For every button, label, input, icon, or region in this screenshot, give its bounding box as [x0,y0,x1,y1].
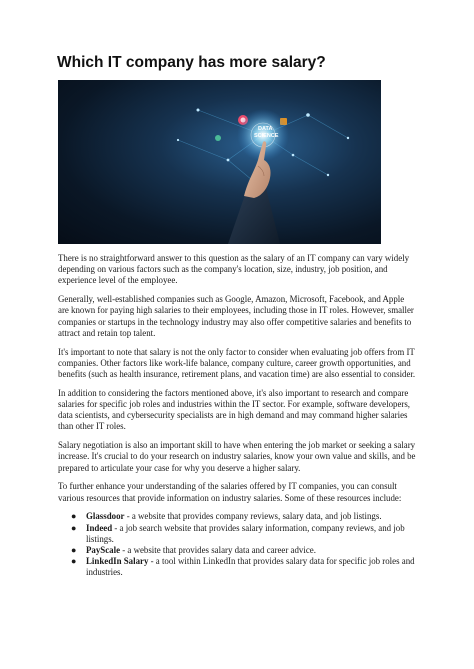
hero-label-line2: SCIENCE [254,133,279,139]
list-item [58,545,416,556]
paragraph: There is no straightforward answer to this question as the salary of an IT company can vary widely depending on various factors such as the company's location, size, industry, job position, and experience level of the employee. [58,253,410,286]
resource-list [58,511,416,578]
bullet-icon: ● [71,545,77,556]
hero-label-line1: DATA [258,126,273,132]
list-item [58,556,416,578]
resource-desc: - a website that provides salary data and career advice. [120,545,316,556]
resource-name: LinkedIn Salary [86,556,149,567]
paragraph: It's important to note that salary is not the only factor to consider when evaluating job offers from IT companies. Other factors like work-life balance, company culture, career growth opportunities, and benefits (such as health insurance, retirement plans, and vacation time) are also essential to consider. [58,346,416,380]
page-title: Which IT company has more salary? [57,54,326,71]
list-item [58,523,416,545]
resource-desc: - a job search website that provides salary information, company reviews, and job listings. [86,522,405,544]
resource-name: Indeed [86,522,113,533]
paragraph: In addition to considering the factors mentioned above, it's also important to research and compare salaries for specific job roles and industries within the IT sector. For example, software developers, data scientists, and cybersecurity specialists are in high demand and may command higher salaries than other IT roles. [58,387,411,432]
article-body [58,253,416,579]
paragraph: Generally, well-established companies such as Google, Amazon, Microsoft, Facebook, and Apple are known for paying high salaries to their employees, including those in IT roles. However, smaller companies or startups in the technology industry may also offer competitive salaries and benefits to attract and retain top talent. [58,294,414,338]
resource-desc: - a tool within LinkedIn that provides salary data for specific job roles and industries. [86,556,415,578]
list-item [58,511,416,522]
resource-desc: - a website that provides company reviews, salary data, and job listings. [124,511,382,522]
paragraph: To further enhance your understanding of the salaries offered by IT companies, you can consult various resources that provide information on industry salaries. Some of these resources include: [58,481,402,503]
bullet-icon: ● [71,556,77,567]
resource-name: Glassdoor [86,511,125,522]
paragraph: Salary negotiation is also an important skill to have when entering the job market or seeking a salary increase. It's crucial to do your research on industry salaries, know your own value and skills, and be prepared to articulate your case for why you deserve a higher salary. [58,440,416,473]
bullet-icon: ● [71,511,77,522]
data-science-illustration [58,80,381,244]
hero-image [58,80,381,244]
bullet-icon: ● [71,522,77,533]
resource-name: PayScale [86,545,121,556]
